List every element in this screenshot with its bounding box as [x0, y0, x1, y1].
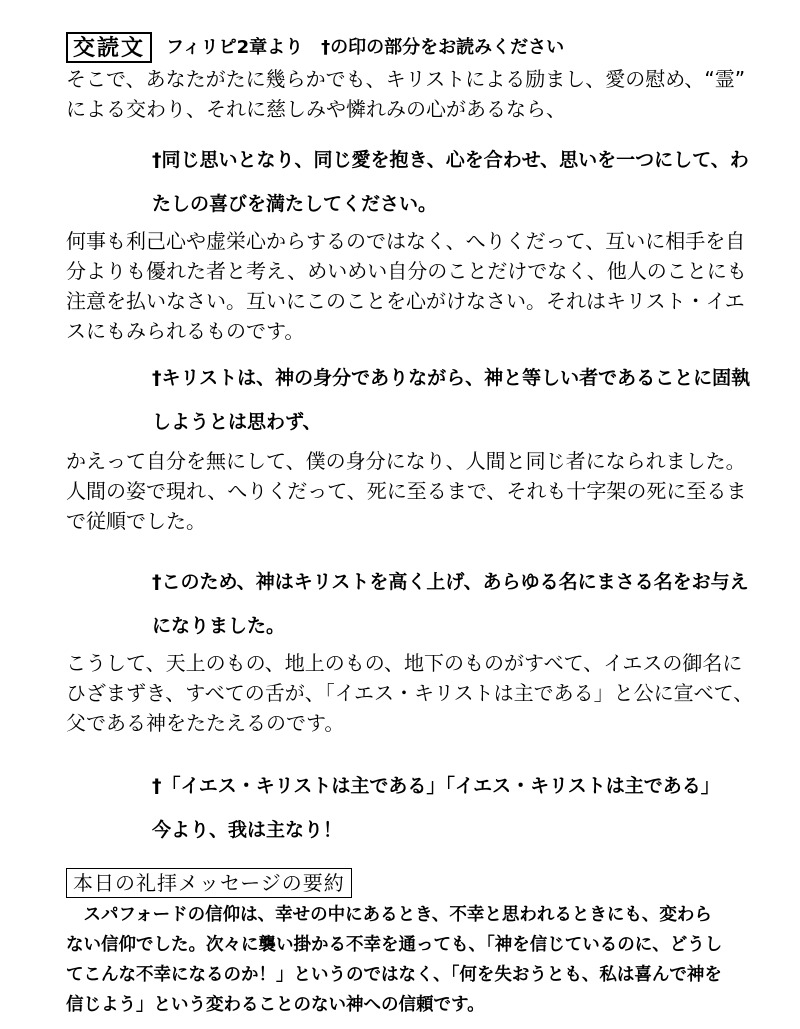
- text-line: 父である神をたたえるのです。: [66, 711, 345, 735]
- verse-line: になりました。: [152, 615, 286, 637]
- message-summary-body: [66, 900, 722, 1020]
- verse-line: †キリストは、神の身分でありながら、神と等しい者であることに固執: [152, 367, 751, 389]
- text-line: ひざまずき、すべての舌が、「イエス・キリストは主である」と公に宣べて、: [66, 681, 754, 705]
- text-line: による交わり、それに慈しみや憐れみの心があるなら、: [66, 97, 566, 121]
- response-verse-1: [152, 138, 749, 226]
- text-line: 分よりも優れた者と考え、めいめい自分のことだけでなく、他人のことにも: [66, 259, 747, 283]
- reading-instruction: フィリピ2章より †の印の部分をお読みください: [166, 36, 565, 58]
- summary-line: 信じよう」という変わることのない神への信頼です。: [66, 995, 485, 1015]
- responsive-reading-title: 交読文: [66, 32, 152, 63]
- verse-line: †このため、神はキリストを高く上げ、あらゆる名にまさる名をお与え: [152, 571, 749, 593]
- response-verse-4: [152, 764, 720, 852]
- verse-line: しようとは思わず、: [152, 411, 322, 433]
- summary-line: スパフォードの信仰は、幸せの中にあるとき、不幸と思われるときにも、変わら: [66, 905, 712, 925]
- response-verse-3: [152, 560, 749, 648]
- summary-line: ない信仰でした。次々に襲い掛かる不幸を通っても、「神を信じているのに、どうし: [66, 935, 723, 955]
- paragraph-2: [66, 226, 747, 346]
- text-line: かえって自分を無にして、僕の身分になり、人間と同じ者になられました。: [66, 449, 746, 473]
- verse-line: †同じ思いとなり、同じ愛を抱き、心を合わせ、思いを一つにして、わ: [152, 149, 749, 171]
- verse-line: たしの喜びを満たしてください。: [152, 193, 438, 215]
- intro-paragraph: [66, 64, 745, 124]
- text-line: 人間の姿で現れ、へりくだって、死に至るまで、それも十字架の死に至るま: [66, 479, 747, 503]
- verse-line: †「イエス・キリストは主である」「イエス・キリストは主である」: [152, 775, 720, 797]
- summary-line: てこんな不幸になるのか！」というのではなく、「何を失おうとも、私は喜んで神を: [66, 965, 722, 985]
- text-line: で従順でした。: [66, 509, 206, 533]
- text-line: こうして、天上のもの、地上のもの、地下のものがすべて、イエスの御名に: [66, 651, 743, 675]
- message-summary-title: 本日の礼拝メッセージの要約: [66, 868, 352, 898]
- paragraph-4: [66, 648, 753, 738]
- text-line: スにもみられるものです。: [66, 319, 305, 343]
- paragraph-3: [66, 446, 746, 536]
- text-line: 注意を払いなさい。互いにこのことを心がけなさい。それはキリスト・イエ: [66, 289, 745, 313]
- responsive-reading-header: [66, 32, 564, 63]
- text-line: 何事も利己心や虚栄心からするのではなく、へりくだって、互いに相手を自: [66, 229, 746, 253]
- verse-line: 今より、我は主なり！: [152, 819, 343, 841]
- text-line: そこで、あなたがたに幾らかでも、キリストによる励まし、愛の慰め、“霊”: [66, 67, 746, 91]
- response-verse-2: [152, 356, 750, 444]
